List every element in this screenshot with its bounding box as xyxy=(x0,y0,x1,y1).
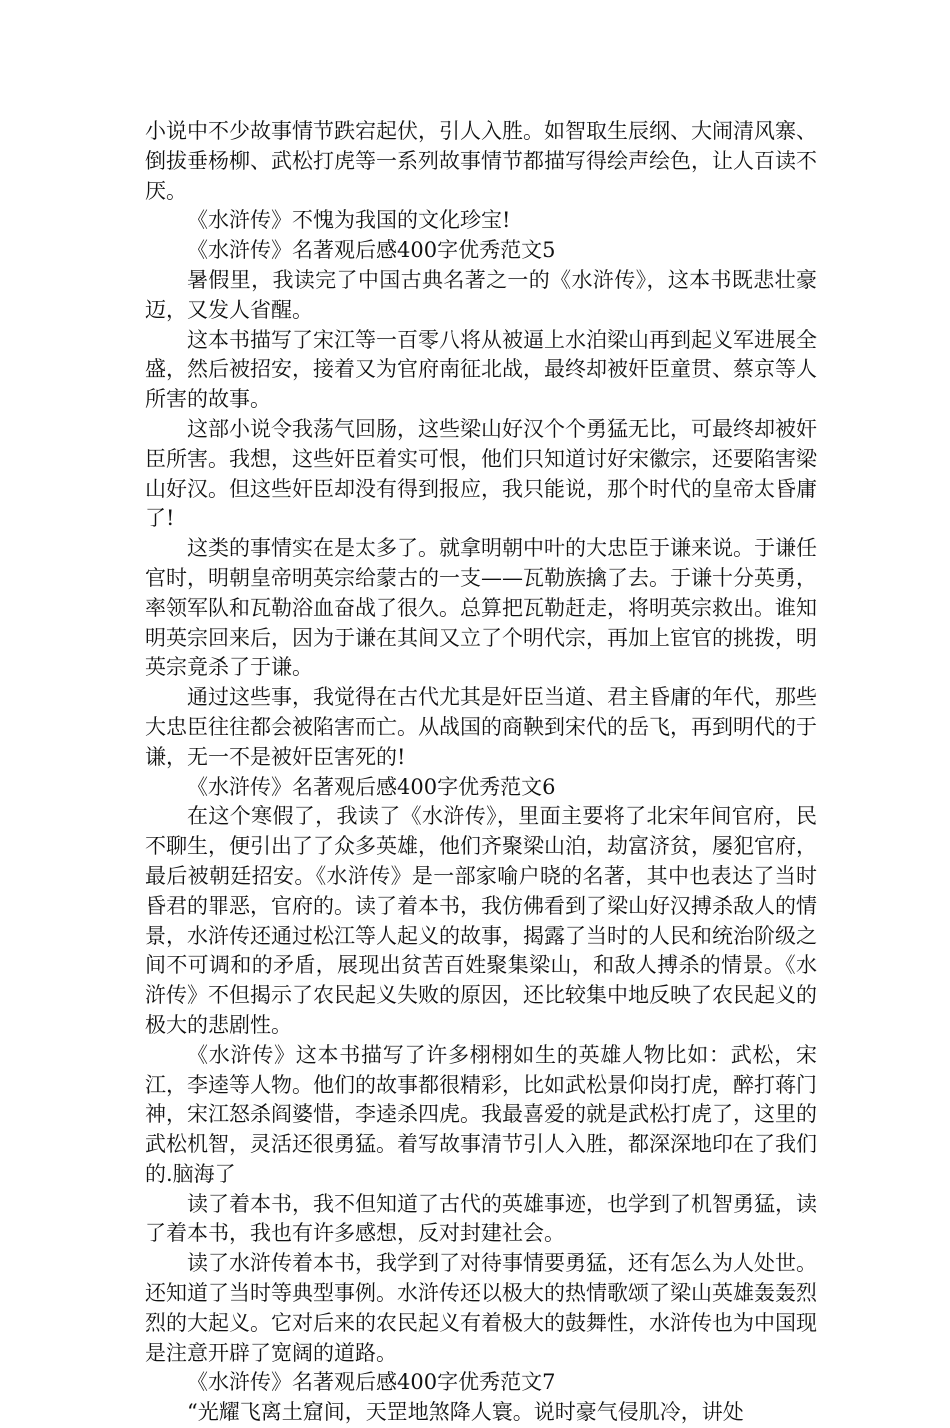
paragraph-8: 在这个寒假了，我读了《水浒传》，里面主要将了北宋年间官府，民不聊生，便引出了了众多英雄，他们齐聚梁山泊，劫富济贫，屡犯官府，最后被朝廷招安。《水浒传》是一部家喻户晓的名著，其中也表达了当时昏君的罪恶，官府的。读了着本书，我仿佛看到了梁山好汉搏杀敌人的情景，水浒传还通过松江等人起义的故事，揭露了当时的人民和统治阶级之间不可调和的矛盾，展现出贫苦百姓聚集梁山，和敌人搏杀的情景。《水浒传》不但揭示了农民起义失败的原因，还比较集中地反映了农民起义的极大的悲剧性。 xyxy=(145,804,817,1037)
paragraph-5: 这部小说令我荡气回肠，这些梁山好汉个个勇猛无比，可最终却被奸臣所害。我想，这些奸臣着实可恨，他们只知道讨好宋徽宗，还要陷害梁山好汉。但这些奸臣却没有得到报应，我只能说，那个时代的皇帝太昏庸了! xyxy=(145,416,817,531)
paragraph-9: 《水浒传》这本书描写了许多栩栩如生的英雄人物比如：武松，宋江，李逵等人物。他们的故事都很精彩，比如武松景仰岗打虎，醉打蒋门神，宋江怒杀阎婆惜，李逵杀四虎。我最喜爱的就是武松打虎了，这里的武松机智，灵活还很勇猛。着写故事清节引人入胜，都深深地印在了我们的.脑海了 xyxy=(145,1042,817,1186)
paragraph-3: 暑假里，我读完了中国古典名著之一的《水浒传》，这本书既悲壮豪迈，又发人省醒。 xyxy=(145,267,817,322)
section-heading-7: 《水浒传》名著观后感400字优秀范文7 xyxy=(187,1370,556,1395)
paragraph-4: 这本书描写了宋江等一百零八将从被逼上水泊梁山再到起义军进展全盛，然后被招安，接着又为官府南征北战，最终却被奸臣童贯、蔡京等人所害的故事。 xyxy=(145,327,817,412)
section-heading-6: 《水浒传》名著观后感400字优秀范文6 xyxy=(187,774,556,799)
paragraph-7: 通过这些事，我觉得在古代尤其是奸臣当道、君主昏庸的年代，那些大忠臣往往都会被陷害而亡。从战国的商鞅到宋代的岳飞，再到明代的于谦，无一不是被奸臣害死的! xyxy=(145,685,817,769)
paragraph-2: 《水浒传》不愧为我国的文化珍宝! xyxy=(187,208,511,233)
paragraph-10: 读了着本书，我不但知道了古代的英雄事迹，也学到了机智勇猛，读了着本书，我也有许多感想，反对封建社会。 xyxy=(145,1191,817,1246)
document-body xyxy=(145,117,817,1428)
paragraph-12: “光耀飞离土窟间，天罡地煞降人寰。说时豪气侵肌冷，讲处 xyxy=(187,1400,744,1425)
paragraph-1: 小说中不少故事情节跌宕起伏，引人入胜。如智取生辰纲、大闹清风寨、倒拔垂杨柳、武松打虎等一系列故事情节都描写得绘声绘色，让人百读不厌。 xyxy=(145,119,817,203)
paragraph-6: 这类的事情实在是太多了。就拿明朝中叶的大忠臣于谦来说。于谦任官时，明朝皇帝明英宗给蒙古的一支——瓦勒族擒了去。于谦十分英勇，率领军队和瓦勒浴血奋战了很久。总算把瓦勒赶走，将明英宗救出。谁知明英宗回来后，因为于谦在其间又立了个明代宗，再加上宦官的挑拨，明英宗竟杀了于谦。 xyxy=(145,536,817,680)
paragraph-11: 读了水浒传着本书，我学到了对待事情要勇猛，还有怎么为人处世。还知道了当时等典型事例。水浒传还以极大的热情歌颂了梁山英雄轰轰烈烈的大起义。它对后来的农民起义有着极大的鼓舞性，水浒传也为中国现是注意开辟了宽阔的道路。 xyxy=(145,1251,817,1365)
section-heading-5: 《水浒传》名著观后感400字优秀范文5 xyxy=(187,238,556,263)
